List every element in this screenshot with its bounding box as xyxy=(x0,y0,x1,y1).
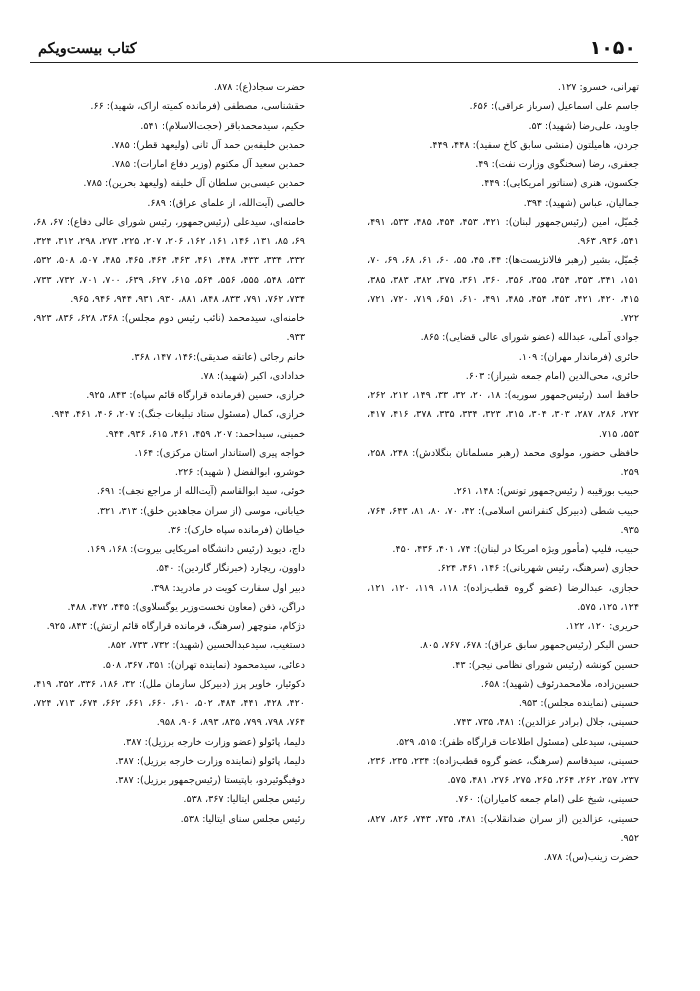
index-entry: جُمیّل، بشیر (رهبر فالانژیست‌ها): ۴۴، ۴۵، ۵۵، ۶۰، ۶۱، ۶۸، ۶۹، ۷۰، ۱۵۱، ۳۴۱، ۳۵۳، ۳۵۴، ۳۵۵، ۳۵۶، ۳۶۰، ۳۶۱، ۳۷۵، ۳۸۲، ۳۸۳، ۳۸۵، ۴۱۵، ۴۲۰، ۴۲۱، ۴۵۳، ۴۵۴، ۴۸۵، ۴۹۱، ۶۱۰، ۶۵۱، ۷۱۹، ۷۲۰، ۷۲۱، ۷۲۲. xyxy=(367,255,639,324)
index-entry: دوفیگوئیردو، باپتیستا (رئیس‌جمهور برزیل): ۳۸۷. xyxy=(115,775,305,786)
index-entry: جکسون، هنری (سناتور امریکایی): ۴۴۹. xyxy=(481,178,639,190)
index-entry: خمینی، سیداحمد: ۲۰۷، ۴۵۹، ۴۶۱، ۶۱۵، ۹۳۶، ۹۴۴. xyxy=(105,428,305,440)
index-entry: جُمیّل، امین (رئیس‌جمهور لبنان): ۴۲۱، ۴۵۳، ۴۵۴، ۴۸۵، ۵۳۳، ۴۹۱، ۵۴۱، ۹۳۶، ۹۶۳. xyxy=(367,216,640,247)
index-entry: خدادادی، اکبر (شهید): ۷۸. xyxy=(200,370,305,382)
index-entry: خیاطان (فرمانده سپاه خارک): ۳۶. xyxy=(167,524,305,536)
index-entry: حافظ اسد (رئیس‌جمهور سوریه): ۱۸، ۲۰، ۳۲، ۳۳، ۱۴۹، ۲۱۲، ۲۶۲، ۲۷۲، ۲۸۶، ۲۸۷، ۳۰۳، ۳۰۴، ۳۱۵، ۳۲۳، ۳۳۴، ۳۳۵، ۳۷۸، ۴۱۶، ۴۱۷، ۵۵۳، ۷۱۵. xyxy=(367,390,639,440)
index-entry: حسینی، سیدقاسم (سرهنگ، عضو گروه قطب‌زاده): ۲۳۴، ۲۳۵، ۲۳۶، ۲۳۷، ۲۵۷، ۲۶۲، ۲۶۴، ۲۶۵، ۲۷۵، ۲۷۶، ۴۸۱، ۵۷۵. xyxy=(367,755,639,786)
index-entry: حائری (فرماندار مهران): ۱۰۹. xyxy=(518,351,639,363)
index-entry: حریری: ۱۲۰، ۱۲۲. xyxy=(565,621,639,632)
index-entry: جمالیان، عباس (شهید): ۳۹۴. xyxy=(523,197,639,209)
index-entry: خرازی، حسین (فرمانده قرارگاه قائم سپاه): ۸۴۳، ۹۲۵. xyxy=(86,390,305,401)
index-entry: حمدبن عیسی‌بن سلطان آل خلیفه (ولیعهد بحرین): ۷۸۵. xyxy=(83,178,305,190)
index-entry: دراگن، ذفن (معاون نخست‌وزیر یوگسلاوی): ۴۴۵، ۴۷۲، ۴۸۸. xyxy=(67,601,305,613)
index-entry: دعائی، سیدمحمود (نماینده تهران): ۳۵۱، ۳۶۷، ۵۰۸. xyxy=(102,659,305,671)
page-number: ۱۰۵۰ xyxy=(589,37,636,59)
index-entry: خیابانی، موسی (از سران مجاهدین خلق): ۳۱۳، ۳۲۱. xyxy=(96,505,305,517)
page-header xyxy=(30,28,638,63)
index-entry: خامنه‌ای، سیدعلی (رئیس‌جمهور، رئیس شورای عالی دفاع): ۶۷، ۶۸، ۶۹، ۸۵، ۱۳۱، ۱۴۶، ۱۶۱، ۱۶۲، ۲۰۶، ۲۰۷، ۲۲۵، ۲۷۳، ۲۹۸، ۳۱۲، ۳۲۴، ۳۳۲، ۳۳۴، ۴۳۳، ۴۴۸، ۴۶۱، ۴۶۳، ۴۶۴، ۴۶۵، ۴۸۵، ۵۰۷، ۵۰۸، ۵۳۲، ۵۳۳، ۵۴۸، ۵۵۵، ۵۵۶، ۵۶۴، ۶۱۵، ۶۲۷، ۶۳۹، ۷۰۰، ۷۰۱، ۷۳۲، ۷۳۳، ۷۳۴، ۷۶۲، ۷۹۱، ۸۳۳، ۸۴۸، ۸۸۱، ۹۳۰، ۹۳۱، ۹۴۴، ۹۴۶، ۹۶۵. xyxy=(33,216,305,305)
index-entry: حسینی، شیخ علی (امام جمعه کامیاران): ۷۶۰. xyxy=(455,794,639,806)
index-entry: حافظی حضور، مولوی محمد (رهبر مسلمانان بنگلادش): ۲۴۸، ۲۵۸، ۲۵۹. xyxy=(367,447,639,478)
index-entry: رئیس مجلس سنای ایتالیا: ۵۳۸. xyxy=(180,813,305,825)
index-entry: حضرت زینب(س): ۸۷۸. xyxy=(543,852,639,863)
index-entry: حضرت سجاد(ع): ۸۷۸. xyxy=(213,82,305,93)
index-entry: جاسم علی اسماعیل (سرباز عراقی): ۶۵۶. xyxy=(469,101,639,113)
index-entry: دکوئیار، خاویر پرز (دبیرکل سازمان ملل): ۳۲، ۱۸۶، ۳۳۶، ۳۵۲، ۴۱۹، ۴۲۰، ۴۲۸، ۴۴۱، ۴۸۴، ۵۰۲، ۶۱۰، ۶۶۰، ۶۶۱، ۶۶۲، ۶۷۴، ۷۱۳، ۷۲۴، ۷۶۴، ۷۹۸، ۷۹۹، ۸۳۵، ۸۹۳، ۹۰۶، ۹۵۸. xyxy=(33,678,306,729)
index-entry: خامنه‌ای، سیدمحمد (نائب رئیس دوم مجلس): ۳۶۸، ۶۲۸، ۸۳۶، ۹۲۳، ۹۳۳. xyxy=(33,313,305,344)
index-entry: حبیب شطی (دبیرکل کنفرانس اسلامی): ۴۲، ۷۰، ۸۰، ۸۱، ۶۴۳، ۷۶۴، ۹۳۵. xyxy=(367,505,639,536)
index-entry: رئیس مجلس ایتالیا: ۳۶۷، ۵۳۸. xyxy=(183,794,305,806)
index-entry: دستغیب، سیدعبدالحسین (شهید): ۷۳۲، ۷۳۳، ۸۵۲. xyxy=(107,640,305,652)
index-entry: خرازی، کمال (مسئول ستاد تبلیغات جنگ): ۲۰۷، ۴۰۶، ۴۶۱، ۹۴۴. xyxy=(51,409,305,421)
index-entry: حمدبن سعید آل مکتوم (وزیر دفاع امارات): ۷۸۵. xyxy=(111,159,305,170)
index-entry: حمدبن خلیفه‌بن حمد آل ثانی (ولیعهد قطر): ۷۸۵. xyxy=(111,139,305,151)
index-column-left xyxy=(33,78,305,829)
index-entry: حسن البکر (رئیس‌جمهور سابق عراق): ۶۷۸، ۷۶۷، ۸۰۵. xyxy=(419,640,639,652)
index-entry: حبیب بورقیبه ( رئیس‌جمهور تونس): ۱۴۸، ۲۶۱. xyxy=(453,486,639,498)
index-entry: حجازی (سرهنگ، رئیس شهربانی): ۱۴۶، ۴۶۱، ۶۲۴. xyxy=(437,563,639,575)
index-entry: حبیب، فلیپ (مأمور ویژه امریکا در لبنان): ۷۴، ۴۰۱، ۴۳۶، ۴۵۰. xyxy=(392,544,639,555)
index-entry: حائری، محی‌الدین (امام جمعه شیراز): ۶۰۳. xyxy=(465,370,639,382)
index-entry: داج، دیوید (رئیس دانشگاه امریکایی بیروت): ۱۶۸، ۱۶۹. xyxy=(86,544,305,555)
index-entry: حسین‌زاده، ملامحمدرئوف (شهید): ۶۵۸. xyxy=(480,678,639,690)
index-entry: جاوید، علی‌رضا (شهید): ۵۳. xyxy=(528,120,639,132)
index-entry: حسینی، جلال (برادر عزالدین): ۴۸۱، ۷۳۵، ۷۴۳. xyxy=(453,717,639,729)
index-entry: حسینی، سیدعلی (مسئول اطلاعات قرارگاه ظفر): ۵۱۵، ۵۲۹. xyxy=(395,736,639,748)
index-entry: خوشرو، ابوالفضل ( شهید): ۲۲۶. xyxy=(174,467,305,478)
book-title: کتاب بیست‌ویکم xyxy=(38,40,137,57)
index-entry: خانم رجائی (عاتقه صدیقی):۱۴۶، ۱۴۷، ۳۶۸. xyxy=(131,351,305,363)
index-entry: دبیر اول سفارت کویت در مادرید: ۳۹۸. xyxy=(150,582,305,594)
index-column-right xyxy=(367,78,639,867)
index-entry: جوادی آملی، عبدالله (عضو شورای عالی قضایی): ۸۶۵. xyxy=(420,332,639,344)
index-entry: جعفری، رضا (سخنگوی وزارت نفت): ۴۹. xyxy=(475,159,639,170)
index-entry: حجازی، عبدالرضا (عضو گروه قطب‌زاده): ۱۱۸، ۱۱۹، ۱۲۰، ۱۲۱، ۱۲۴، ۱۲۵، ۵۷۵. xyxy=(367,582,639,613)
index-entry: دلیما، پائولو (عضو وزارت خارجه برزیل): ۳۸۷. xyxy=(123,736,305,748)
index-entry: خالصی (آیت‌الله، از علمای عراق): ۶۸۹. xyxy=(147,197,305,209)
index-entry: حقشناسی، مصطفی (فرمانده کمیته اراک، شهید): ۶۶. xyxy=(90,101,305,113)
index-entry: حسینی، عزالدین (از سران ضدانقلاب): ۴۸۱، ۷۳۵، ۷۴۳، ۸۲۶، ۸۲۷، ۹۵۲. xyxy=(367,813,639,844)
index-entry: خوئی، سید ابوالقاسم (آیت‌الله از مراجع نجف): ۶۹۱. xyxy=(96,486,305,498)
index-entry: تهرانی، خسرو: ۱۲۷. xyxy=(557,82,639,93)
index-entry: حسین کونشه (رئیس شورای نظامی نیجر): ۴۳. xyxy=(452,659,639,671)
index-entry: جردن، هامیلتون (منشی سابق کاخ سفید): ۴۴۸، ۴۴۹. xyxy=(429,139,639,151)
index-entry: حسینی (نماینده مجلس): ۹۵۳. xyxy=(518,698,639,709)
index-entry: داوون، ریچارد (خبرنگار گاردین): ۵۴۰. xyxy=(155,563,305,575)
index-entry: حکیم، سیدمحمدباقر (حجت‌الاسلام): ۵۴۱. xyxy=(140,120,305,132)
index-entry: دلیما، پائولو (نماینده وزارت خارجه برزیل): ۳۸۷. xyxy=(115,755,305,767)
index-entry: دژکام، منوچهر (سرهنگ، فرمانده قرارگاه قائم ارتش): ۸۴۳، ۹۲۵. xyxy=(46,621,305,632)
index-entry: خواجه پیری (استاندار استان مرکزی): ۱۶۴. xyxy=(134,447,305,459)
